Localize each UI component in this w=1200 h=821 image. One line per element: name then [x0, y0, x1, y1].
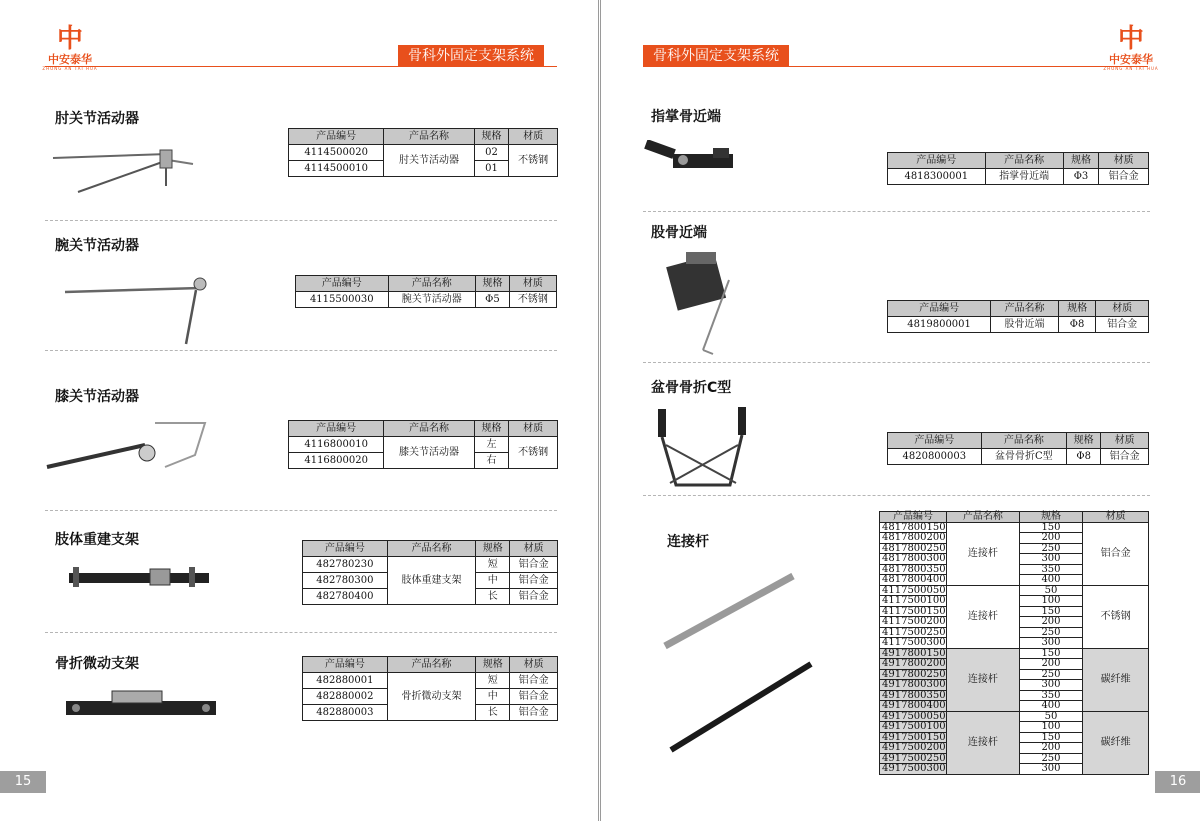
page-title-banner: 骨科外固定支架系统 [398, 45, 544, 67]
col-code: 产品编号 [888, 433, 982, 449]
col-spec: 规格 [474, 421, 509, 437]
cell-code: 4117500200 [880, 617, 947, 628]
cell-spec: 250 [1019, 627, 1083, 638]
section-title-femur: 股骨近端 [651, 225, 707, 241]
cell-spec: 400 [1019, 575, 1083, 586]
cell-spec: 右 [474, 453, 509, 469]
col-code: 产品编号 [888, 301, 991, 317]
col-code: 产品编号 [303, 541, 388, 557]
metacarpal-device-image [643, 140, 743, 180]
cell-code: 4917500300 [880, 764, 947, 775]
cell-material: 铝合金 [1083, 522, 1149, 585]
logo-mark: 中 [56, 24, 83, 54]
cell-spec: 200 [1019, 743, 1083, 754]
col-code: 产品编号 [296, 276, 389, 292]
cell-material: 铝合金 [510, 589, 558, 605]
cell-code: 4917800350 [880, 690, 947, 701]
cell-name: 指掌骨近端 [985, 169, 1063, 185]
cell-spec: 250 [1019, 669, 1083, 680]
logo-en: ZHONG AN TAI HUA [42, 66, 98, 71]
section-title-micromotion: 骨折微动支架 [55, 656, 139, 672]
cell-spec: 50 [1019, 711, 1083, 722]
col-material: 材质 [1096, 301, 1149, 317]
col-spec: 规格 [1067, 433, 1101, 449]
cell-code: 4917500150 [880, 732, 947, 743]
logo-name: 中安泰华 [48, 53, 92, 66]
table-row [880, 711, 1149, 722]
col-name: 产品名称 [985, 153, 1063, 169]
cell-code: 4817800150 [880, 522, 947, 533]
col-code: 产品编号 [289, 129, 384, 145]
cell-name: 股骨近端 [991, 317, 1059, 333]
cell-code: 4116800010 [289, 437, 384, 453]
col-name: 产品名称 [387, 541, 476, 557]
elbow-device-image [48, 140, 208, 200]
cell-code: 4917500100 [880, 722, 947, 733]
col-material: 材质 [1101, 433, 1149, 449]
cell-code: 4820800003 [888, 449, 982, 465]
divider [643, 211, 1150, 212]
logo-mark: 中 [1117, 24, 1144, 54]
cell-spec: 短 [476, 557, 510, 573]
col-spec: 规格 [476, 541, 510, 557]
col-name: 产品名称 [991, 301, 1059, 317]
cell-name: 肘关节活动器 [384, 145, 474, 177]
cell-name: 连接杆 [946, 522, 1019, 585]
section-title-knee: 膝关节活动器 [55, 389, 139, 405]
cell-code: 4917500200 [880, 743, 947, 754]
cell-code: 482880003 [303, 705, 388, 721]
col-spec: 规格 [1019, 512, 1083, 523]
page-number-right: 16 [1155, 771, 1200, 793]
cell-spec: Φ8 [1058, 317, 1096, 333]
col-material: 材质 [509, 129, 558, 145]
cell-name: 盆骨骨折C型 [981, 449, 1066, 465]
elbow-product-table [288, 128, 558, 177]
col-material: 材质 [1099, 153, 1149, 169]
cell-code: 4917500250 [880, 753, 947, 764]
cell-material: 铝合金 [510, 689, 558, 705]
cell-code: 4917800150 [880, 648, 947, 659]
cell-code: 4917800400 [880, 701, 947, 712]
cell-name: 骨折微动支架 [387, 673, 476, 721]
right-page [600, 0, 1200, 821]
cell-code: 4917800200 [880, 659, 947, 670]
cell-code: 4817800400 [880, 575, 947, 586]
cell-spec: 150 [1019, 606, 1083, 617]
cell-code: 482780400 [303, 589, 388, 605]
cell-spec: 350 [1019, 690, 1083, 701]
cell-material: 铝合金 [1101, 449, 1149, 465]
cell-spec: 短 [476, 673, 510, 689]
cell-spec: 长 [476, 705, 510, 721]
cell-spec: 250 [1019, 543, 1083, 554]
col-spec: 规格 [1058, 301, 1096, 317]
cell-code: 4917500050 [880, 711, 947, 722]
section-title-rod: 连接杆 [667, 534, 709, 550]
logo-en: ZHONG AN TAI HUA [1103, 66, 1159, 71]
cell-code: 4117500250 [880, 627, 947, 638]
pelvis-frame-image [646, 405, 756, 495]
femur-device-image [661, 250, 751, 360]
col-material: 材质 [510, 541, 558, 557]
col-material: 材质 [509, 276, 556, 292]
micromotion-frame-image [62, 685, 222, 725]
cell-name: 连接杆 [946, 711, 1019, 774]
cell-material: 碳纤维 [1083, 711, 1149, 774]
divider [643, 495, 1150, 496]
cell-spec: 300 [1019, 680, 1083, 691]
cell-spec: 02 [474, 145, 509, 161]
cell-spec: 400 [1019, 701, 1083, 712]
cell-material: 不锈钢 [509, 145, 558, 177]
col-name: 产品名称 [384, 129, 474, 145]
section-title-limb: 肢体重建支架 [55, 532, 139, 548]
cell-code: 4817800300 [880, 554, 947, 565]
col-material: 材质 [509, 421, 558, 437]
table-row [880, 648, 1149, 659]
section-title-pelvis: 盆骨骨折C型 [651, 380, 732, 396]
cell-spec: 350 [1019, 564, 1083, 575]
brand-logo [40, 25, 100, 71]
cell-spec: Φ8 [1067, 449, 1101, 465]
section-title-elbow: 肘关节活动器 [55, 111, 139, 127]
cell-code: 4116800020 [289, 453, 384, 469]
cell-material: 不锈钢 [1083, 585, 1149, 648]
cell-name: 连接杆 [946, 648, 1019, 711]
cell-material: 铝合金 [1096, 317, 1149, 333]
rod-product-table [879, 511, 1149, 775]
col-spec: 规格 [476, 276, 510, 292]
col-name: 产品名称 [388, 276, 476, 292]
brand-logo [1101, 25, 1161, 71]
cell-code: 482880001 [303, 673, 388, 689]
cell-code: 4917800250 [880, 669, 947, 680]
wrist-device-image [60, 270, 220, 350]
divider [45, 350, 557, 351]
cell-spec: 中 [476, 689, 510, 705]
rod-image [659, 568, 819, 758]
cell-spec: 200 [1019, 659, 1083, 670]
divider [45, 220, 557, 221]
knee-device-image [45, 415, 215, 480]
page-number-left: 15 [0, 771, 46, 793]
table-row [880, 585, 1149, 596]
metacarpal-product-table [887, 152, 1149, 185]
col-code: 产品编号 [880, 512, 947, 523]
col-name: 产品名称 [387, 657, 476, 673]
cell-material: 不锈钢 [509, 437, 558, 469]
cell-spec: 200 [1019, 533, 1083, 544]
cell-name: 腕关节活动器 [388, 292, 476, 308]
micromotion-product-table [302, 656, 558, 721]
col-code: 产品编号 [289, 421, 384, 437]
table-row [880, 522, 1149, 533]
cell-spec: 250 [1019, 753, 1083, 764]
col-spec: 规格 [474, 129, 509, 145]
cell-code: 4818300001 [888, 169, 986, 185]
cell-spec: 100 [1019, 596, 1083, 607]
femur-product-table-body [887, 300, 1149, 333]
cell-spec: 300 [1019, 554, 1083, 565]
cell-spec: 150 [1019, 732, 1083, 743]
section-title-wrist: 腕关节活动器 [55, 238, 139, 254]
cell-code: 4117500100 [880, 596, 947, 607]
cell-spec: Φ5 [476, 292, 510, 308]
col-name: 产品名称 [946, 512, 1019, 523]
col-material: 材质 [1083, 512, 1149, 523]
cell-code: 4114500010 [289, 161, 384, 177]
wrist-product-table [295, 275, 557, 308]
cell-name: 膝关节活动器 [384, 437, 474, 469]
left-page [0, 0, 599, 821]
cell-code: 4817800350 [880, 564, 947, 575]
cell-code: 482780300 [303, 573, 388, 589]
cell-material: 不锈钢 [509, 292, 556, 308]
cell-code: 4117500050 [880, 585, 947, 596]
cell-code: 4117500150 [880, 606, 947, 617]
cell-spec: 200 [1019, 617, 1083, 628]
cell-code: 4817800250 [880, 543, 947, 554]
cell-code: 4114500020 [289, 145, 384, 161]
cell-spec: 150 [1019, 522, 1083, 533]
cell-spec: 中 [476, 573, 510, 589]
cell-material: 碳纤维 [1083, 648, 1149, 711]
col-code: 产品编号 [888, 153, 986, 169]
knee-product-table [288, 420, 558, 469]
cell-name: 肢体重建支架 [387, 557, 476, 605]
col-name: 产品名称 [384, 421, 474, 437]
cell-spec: 01 [474, 161, 509, 177]
col-material: 材质 [510, 657, 558, 673]
limb-product-table [302, 540, 558, 605]
divider [45, 632, 557, 633]
cell-material: 铝合金 [510, 557, 558, 573]
cell-code: 4115500030 [296, 292, 389, 308]
cell-code: 482880002 [303, 689, 388, 705]
cell-spec: 300 [1019, 764, 1083, 775]
pelvis-product-table [887, 432, 1149, 465]
cell-spec: 长 [476, 589, 510, 605]
cell-material: 铝合金 [510, 705, 558, 721]
col-code: 产品编号 [303, 657, 388, 673]
limb-frame-image [65, 563, 215, 593]
cell-name: 连接杆 [946, 585, 1019, 648]
cell-spec: 100 [1019, 722, 1083, 733]
cell-material: 铝合金 [510, 673, 558, 689]
section-title-metacarpal: 指掌骨近端 [651, 109, 721, 125]
col-spec: 规格 [476, 657, 510, 673]
page-title-banner: 骨科外固定支架系统 [643, 45, 789, 67]
cell-code: 4817800200 [880, 533, 947, 544]
cell-code: 4819800001 [888, 317, 991, 333]
divider [45, 510, 557, 511]
cell-material: 铝合金 [510, 573, 558, 589]
cell-spec: 150 [1019, 648, 1083, 659]
cell-spec: Φ3 [1063, 169, 1099, 185]
cell-code: 4117500300 [880, 638, 947, 649]
col-spec: 规格 [1063, 153, 1099, 169]
divider [643, 362, 1150, 363]
logo-name: 中安泰华 [1109, 53, 1153, 66]
cell-code: 482780230 [303, 557, 388, 573]
cell-spec: 300 [1019, 638, 1083, 649]
col-name: 产品名称 [981, 433, 1066, 449]
cell-spec: 左 [474, 437, 509, 453]
cell-material: 铝合金 [1099, 169, 1149, 185]
cell-spec: 50 [1019, 585, 1083, 596]
cell-code: 4917800300 [880, 680, 947, 691]
